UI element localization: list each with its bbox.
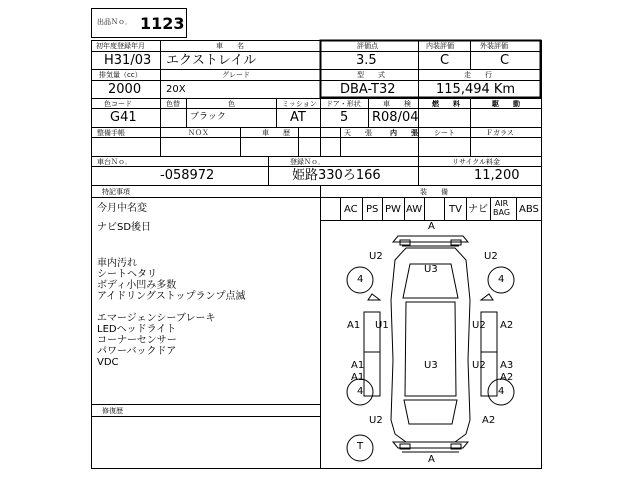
equipment-abs: ABS xyxy=(519,204,539,215)
equipment-ac: AC xyxy=(344,204,358,215)
equipment-airbag: AIR BAG xyxy=(493,199,511,217)
remark-line: ボディ小凹み多数 xyxy=(97,280,177,291)
mark-front-left-wheel: 4 xyxy=(357,274,364,285)
doors-value: 5 xyxy=(340,110,349,125)
mark-rear-right-quarter: A2 xyxy=(482,415,496,426)
recycle-fee-value: 11,200 xyxy=(474,168,520,183)
hdr-sunroof: 天 張 xyxy=(344,129,372,137)
mark-right-rear-door: U2 xyxy=(472,360,486,371)
hdr-seat: シート xyxy=(434,129,455,137)
hdr-inspection: 車 検 xyxy=(383,100,411,108)
lot-number: 1123 xyxy=(140,14,185,33)
mark-rear: A xyxy=(428,454,435,465)
hdr-interior-score: 内装評価 xyxy=(426,42,454,50)
hdr-drive: 駆 動 xyxy=(492,100,520,108)
remark-line: 今月中名変 xyxy=(97,203,147,214)
remark-line: 車内汚れ xyxy=(97,258,137,269)
remark-line: パワーバックドア xyxy=(97,346,177,357)
hdr-repair-history: 修復歴 xyxy=(102,407,123,415)
mark-left-front-door-edge: A1 xyxy=(347,320,361,331)
remark-line: コーナーセンサー xyxy=(97,335,177,346)
hdr-remarks: 特記事項 xyxy=(102,188,130,196)
lot-label: 出品Ｎｏ． xyxy=(97,18,132,26)
hdr-mileage: 走 行 xyxy=(464,71,492,79)
hdr-recycle-fee: リサイクル料金 xyxy=(452,158,501,166)
equipment-tv: TV xyxy=(449,204,462,215)
remark-line: シートヘタリ xyxy=(97,269,157,280)
hdr-grade: グレード xyxy=(222,71,250,79)
exterior-score-value: C xyxy=(500,53,510,68)
hdr-first-reg: 初年度登録年月 xyxy=(96,42,145,50)
color-value: ブラック xyxy=(190,112,226,122)
mileage-value: 115,494 Km xyxy=(436,82,516,97)
remark-line: VDC xyxy=(97,357,119,368)
chassis-no-value: -058972 xyxy=(160,168,215,183)
equipment-pw: PW xyxy=(385,204,401,215)
hdr-maintenance: 整備手帳 xyxy=(97,129,125,137)
hdr-exterior-score: 外装評価 xyxy=(480,42,508,50)
hdr-displacement: 排気量（cc） xyxy=(99,71,142,79)
hdr-doors: ドア・形状 xyxy=(326,100,361,108)
remark-line: LEDヘッドライト xyxy=(97,324,177,335)
interior-score-value: C xyxy=(440,53,450,68)
mark-rear-right-wheel: 4 xyxy=(498,386,505,397)
hdr-color-change: 色替 xyxy=(166,100,180,108)
hdr-glass: Ｆガラス xyxy=(486,129,514,137)
hdr-car-name: 車 名 xyxy=(216,42,244,50)
mark-roof: U3 xyxy=(424,360,438,371)
hdr-fuel: 燃 料 xyxy=(432,100,460,108)
mark-right-front-door-edge: A2 xyxy=(500,320,514,331)
mark-front-right-fender: U2 xyxy=(484,251,498,262)
hdr-equipment: 装 備 xyxy=(420,188,448,196)
score-value: 3.5 xyxy=(356,53,377,68)
mark-left-rear-door-edge: A1 xyxy=(351,360,365,371)
registration-no-value: 姫路330ろ166 xyxy=(292,168,381,183)
hdr-color: 色 xyxy=(228,100,235,108)
hdr-transmission: ミッション xyxy=(282,100,317,108)
mark-rear-left-wheel: 4 xyxy=(357,386,364,397)
first-reg-value: H31/03 xyxy=(104,53,152,68)
mark-rear-left-quarter: U2 xyxy=(369,415,383,426)
mark-front-left-fender: U2 xyxy=(369,251,383,262)
grade-value: 20X xyxy=(166,84,186,95)
car-diagram xyxy=(320,220,541,468)
hdr-registration-no: 登録Ｎｏ． xyxy=(290,158,325,166)
hdr-leather: 内 張 xyxy=(390,129,418,137)
hdr-model: 型 式 xyxy=(357,71,385,79)
hdr-nox: ＮＯＸ xyxy=(188,129,209,137)
equipment-ps: PS xyxy=(366,204,379,215)
equipment-aw: AW xyxy=(406,204,423,215)
hdr-score: 評価点 xyxy=(357,42,378,50)
model-value: DBA-T32 xyxy=(340,82,396,97)
transmission-value: AT xyxy=(290,110,306,125)
mark-hood: U3 xyxy=(424,264,438,275)
remark-line: ナビSD後日 xyxy=(97,222,152,233)
remark-line: アイドリングストップランプ点滅 xyxy=(97,291,246,302)
mark-left-front-door: U1 xyxy=(375,320,389,331)
mark-trunk: T xyxy=(357,441,364,452)
color-code-value: G41 xyxy=(110,110,137,125)
mark-front-right-wheel: 4 xyxy=(498,274,505,285)
car-name-value: エクストレイル xyxy=(166,53,257,68)
mark-front: A xyxy=(428,221,435,232)
equipment-navi: ナビ xyxy=(468,204,488,215)
inspection-value: R08/04 xyxy=(372,110,419,125)
displacement-value: 2000 xyxy=(108,82,142,97)
remark-line: エマージェンシーブレーキ xyxy=(97,313,216,324)
hdr-chassis-no: 車台Ｎｏ． xyxy=(97,158,132,166)
mark-right-rear-door-edge-2: A2 xyxy=(500,372,514,383)
mark-right-front-door: U2 xyxy=(472,320,486,331)
hdr-history: 車 歴 xyxy=(262,129,290,137)
mark-left-rear-door-edge-2: A1 xyxy=(351,372,365,383)
hdr-color-code: 色コード xyxy=(104,100,132,108)
mark-right-rear-door-edge: A3 xyxy=(500,360,514,371)
